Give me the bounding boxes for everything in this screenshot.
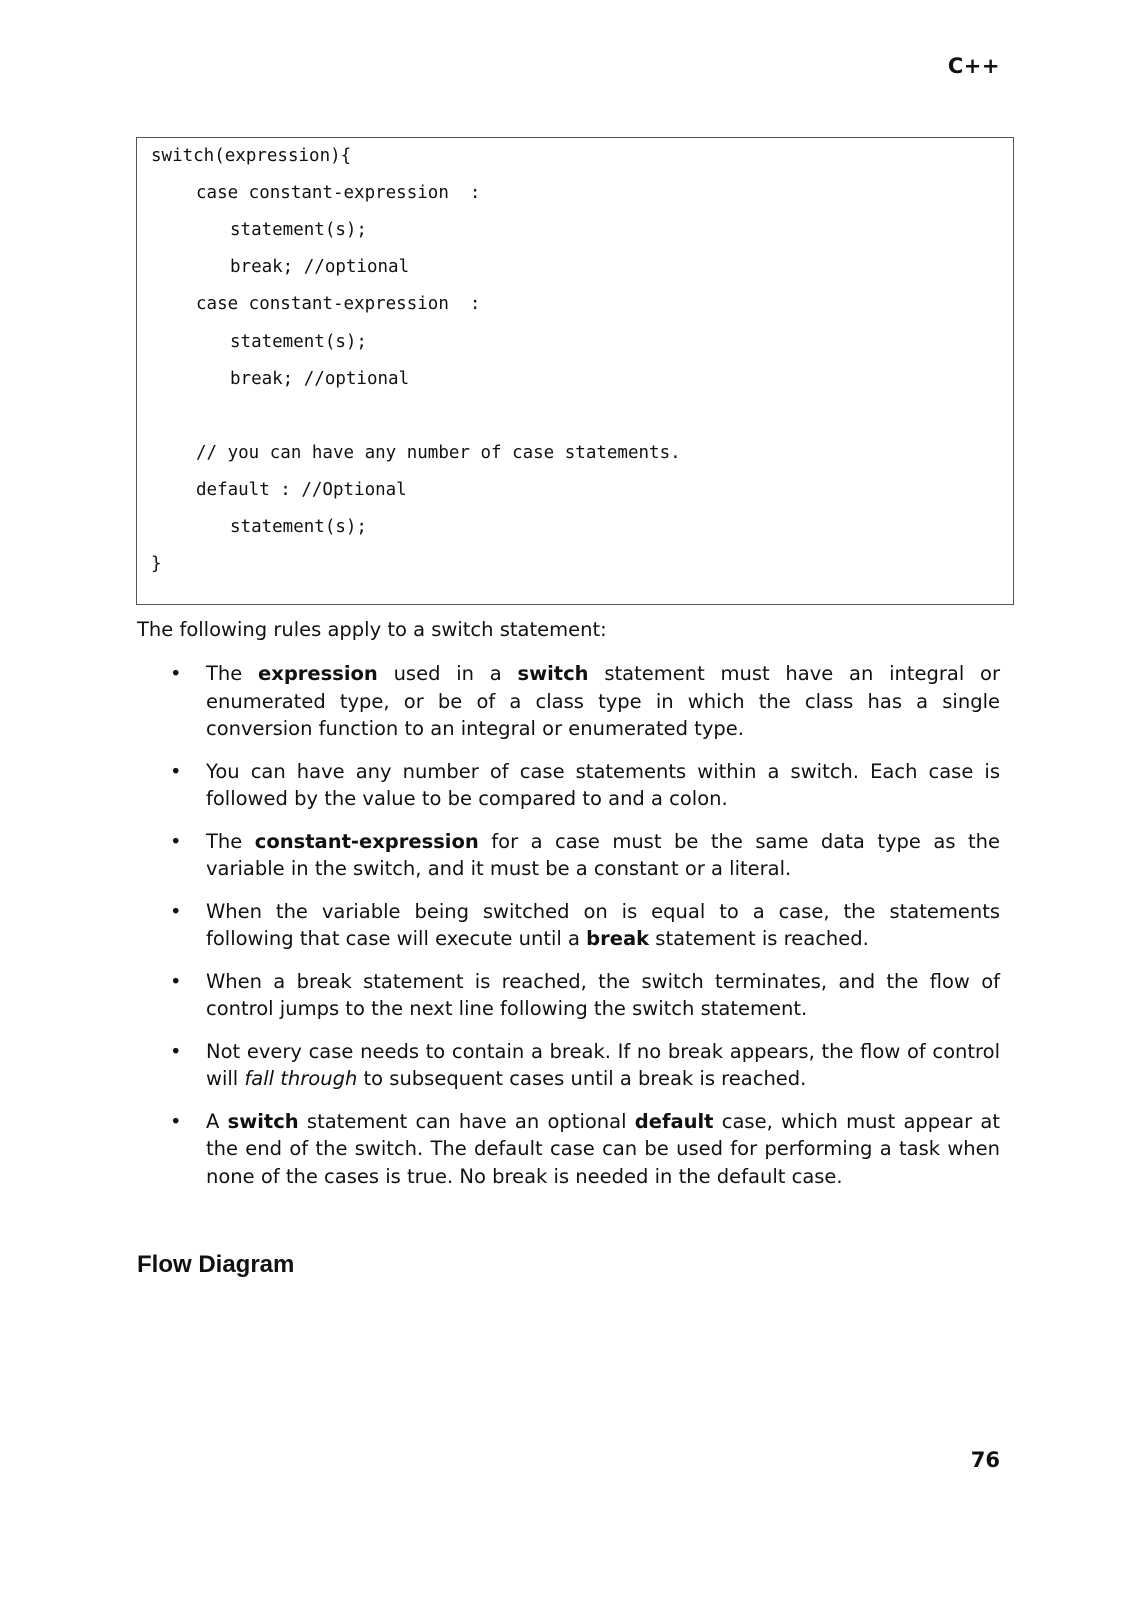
rule-text-segment: case, which must appear at the end of the switch. The default case can be used for performing a task when none of the cases is true. No break is needed in the default case. (206, 1109, 1000, 1188)
bullet-icon: • (170, 969, 182, 993)
code-line: switch(expression){ (151, 146, 352, 166)
rule-item (137, 758, 1000, 813)
rule-text-segment: When the variable being switched on is equal to a case, the statements following that case will execute until a (206, 899, 1000, 950)
bullet-icon: • (170, 759, 182, 783)
bullet-icon: • (170, 829, 182, 853)
rule-item (137, 1108, 1000, 1191)
rule-text-segment: default (634, 1109, 714, 1133)
bullet-icon: • (170, 899, 182, 923)
rule-text-segment: constant-expression (254, 829, 479, 853)
rule-text-segment: expression (258, 662, 378, 685)
bullet-icon: • (170, 1039, 182, 1063)
code-line: case constant-expression : (196, 294, 481, 315)
running-header-title: C++ (947, 54, 1000, 78)
code-line: } (151, 554, 162, 575)
rule-text-segment: switch (517, 662, 589, 685)
code-line: case constant-expression : (196, 183, 481, 204)
bullet-icon: • (170, 1109, 182, 1133)
rule-text-segment: statement must have an integral or enumerated type, or be of a class type in which the class has a single conversion function to an integral or enumerated type. (206, 662, 1000, 740)
rule-item (137, 968, 1000, 1023)
rule-text-segment: switch (227, 1109, 299, 1133)
code-line: statement(s); (230, 331, 367, 352)
code-line: break; //optional (230, 368, 410, 389)
rules-list (137, 660, 1000, 1205)
rule-text-segment: Not every case needs to contain a break. If no break appears, the flow of control will (206, 1039, 1000, 1090)
rule-text-segment: fall through (244, 1067, 358, 1090)
rule-text-segment: statement is reached. (649, 927, 869, 950)
section-heading: Flow Diagram (137, 1251, 295, 1278)
rule-item (137, 1038, 1000, 1093)
code-line: default : //Optional (196, 479, 407, 500)
rule-text-segment: break (586, 927, 650, 950)
rule-item (137, 828, 1000, 883)
rule-text-segment: The (206, 662, 259, 685)
page-number: 76 (970, 1448, 1000, 1472)
code-line: statement(s); (230, 220, 367, 241)
rule-text-segment: The (206, 829, 255, 853)
rule-text-segment: A (206, 1109, 228, 1133)
code-line: break; //optional (230, 257, 410, 278)
rule-text-segment: to subsequent cases until a break is reached. (357, 1067, 807, 1090)
rule-text-segment: statement can have an optional (298, 1109, 635, 1133)
bullet-icon: • (170, 662, 182, 685)
rule-text-segment: used in a (377, 662, 518, 685)
rule-text-segment: When a break statement is reached, the switch terminates, and the flow of control jumps to the next line following the switch statement. (206, 969, 1000, 1020)
rule-item (137, 898, 1000, 953)
code-block (136, 137, 1014, 605)
code-line: // you can have any number of case statements. (196, 442, 681, 463)
rules-intro: The following rules apply to a switch statement: (137, 618, 607, 641)
rule-text-segment: for a case must be the same data type as the variable in the switch, and it must be a constant or a literal. (206, 829, 1000, 880)
code-line: statement(s); (230, 517, 367, 537)
rule-item (137, 660, 1000, 743)
rule-text-segment: You can have any number of case statements within a switch. Each case is followed by the value to be compared to and a colon. (206, 759, 1000, 810)
